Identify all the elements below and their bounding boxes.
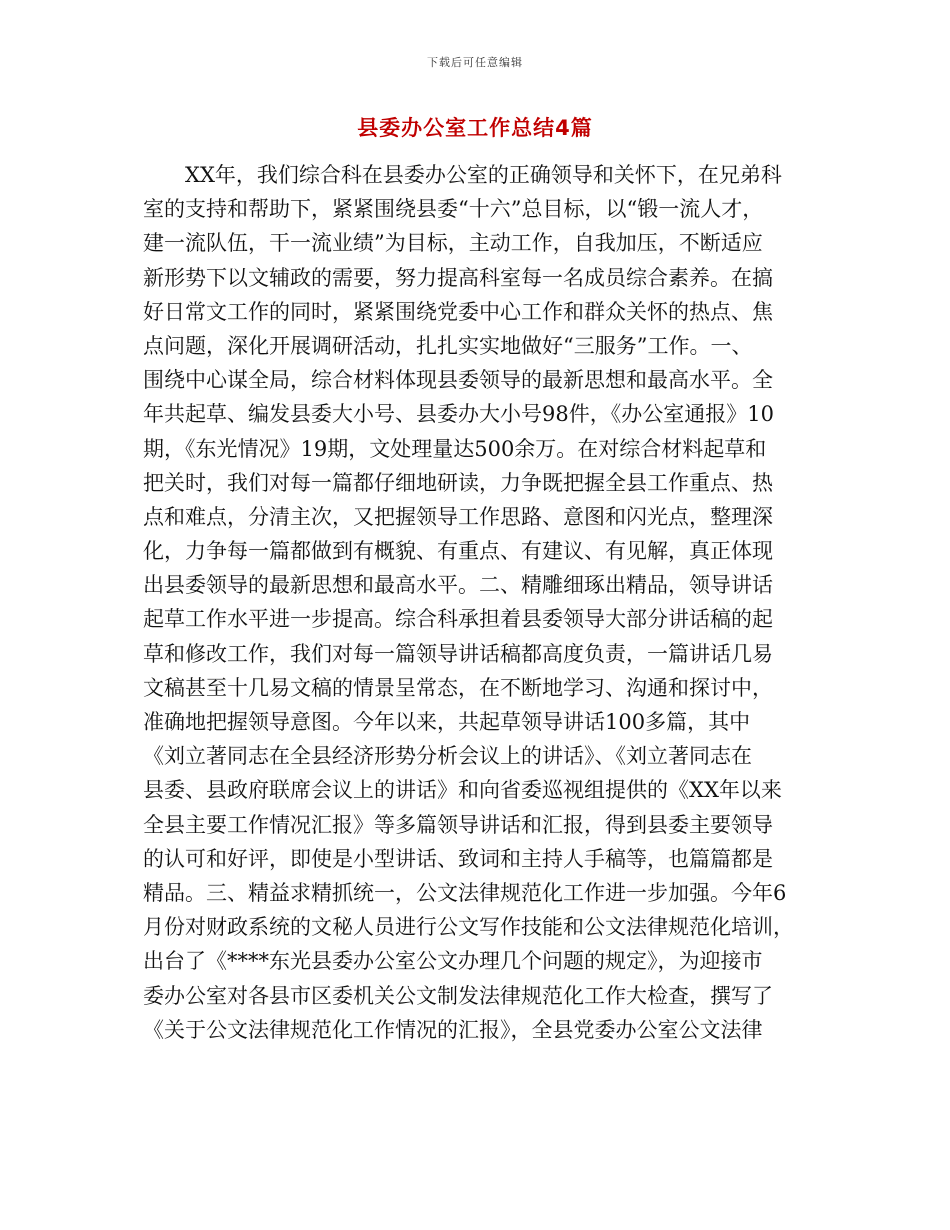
body-line: 《刘立著同志在全县经济形势分析会议上的讲话》、《刘立著同志在 bbox=[143, 744, 752, 769]
document-body bbox=[143, 158, 813, 1047]
body-line: 好日常文工作的同时，紧紧围绕党委中心工作和群众关怀的热点、焦 bbox=[143, 299, 773, 324]
body-line: 把关时，我们对每一篇都仔细地研读，力争既把握全县工作重点、热 bbox=[143, 470, 773, 495]
body-line: 室的支持和帮助下，紧紧围绕县委“十六”总目标，以“锻一流人才， bbox=[143, 197, 764, 222]
body-line: 起草工作水平进一步提高。综合科承担着县委领导大部分讲话稿的起 bbox=[143, 607, 773, 632]
body-line: 县委、县政府联席会议上的讲话》和向省委巡视组提供的《XX年以来 bbox=[143, 778, 782, 803]
body-line: 点问题，深化开展调研活动，扎扎实实地做好“三服务”工作。一、 bbox=[143, 333, 753, 358]
body-line: 委办公室对各县市区委机关公文制发法律规范化工作大检查，撰写了 bbox=[143, 983, 773, 1008]
body-line: 月份对财政系统的文秘人员进行公文写作技能和公文法律规范化培训， bbox=[143, 915, 794, 940]
document-title: 县委办公室工作总结4篇 bbox=[357, 116, 593, 140]
body-line: 文稿甚至十几易文稿的情景呈常态，在不断地学习、沟通和探讨中， bbox=[143, 675, 773, 700]
body-line: 《关于公文法律规范化工作情况的汇报》，全县党委办公室公文法律 bbox=[143, 1017, 763, 1042]
body-line: 新形势下以文辅政的需要，努力提高科室每一名成员综合素养。在搞 bbox=[143, 265, 773, 290]
body-line: 的认可和好评，即使是小型讲话、致词和主持人手稿等，也篇篇都是 bbox=[143, 846, 773, 871]
body-line: 建一流队伍，干一流业绩”为目标，主动工作，自我加压，不断适应 bbox=[143, 231, 763, 256]
header-note: 下载后可任意编辑 bbox=[427, 56, 523, 69]
body-line: 全县主要工作情况汇报》等多篇领导讲话和汇报，得到县委主要领导 bbox=[143, 812, 773, 837]
body-line: 出县委领导的最新思想和最高水平。二、精雕细琢出精品，领导讲话 bbox=[143, 573, 773, 598]
body-line: 化，力争每一篇都做到有概貌、有重点、有建议、有见解，真正体现 bbox=[143, 539, 773, 564]
body-line: 出台了《****东光县委办公室公文办理几个问题的规定》，为迎接市 bbox=[143, 949, 763, 974]
body-line: 草和修改工作，我们对每一篇领导讲话稿都高度负责，一篇讲话几易 bbox=[143, 641, 773, 666]
body-line: 围绕中心谋全局，综合材料体现县委领导的最新思想和最高水平。全 bbox=[143, 368, 773, 393]
body-line: 年共起草、编发县委大小号、县委办大小号98件，《办公室通报》10 bbox=[143, 402, 774, 427]
body-line: XX年，我们综合科在县委办公室的正确领导和关怀下，在兄弟科 bbox=[185, 163, 782, 187]
body-line: 期，《东光情况》19期，文处理量达500余万。在对综合材料起草和 bbox=[143, 436, 767, 461]
body-line: 精品。三、精益求精抓统一，公文法律规范化工作进一步加强。今年6 bbox=[143, 880, 787, 905]
body-line: 准确地把握领导意图。今年以来，共起草领导讲话100多篇，其中 bbox=[143, 710, 751, 734]
body-line: 点和难点，分清主次，又把握领导工作思路、意图和闪光点，整理深 bbox=[143, 504, 773, 529]
